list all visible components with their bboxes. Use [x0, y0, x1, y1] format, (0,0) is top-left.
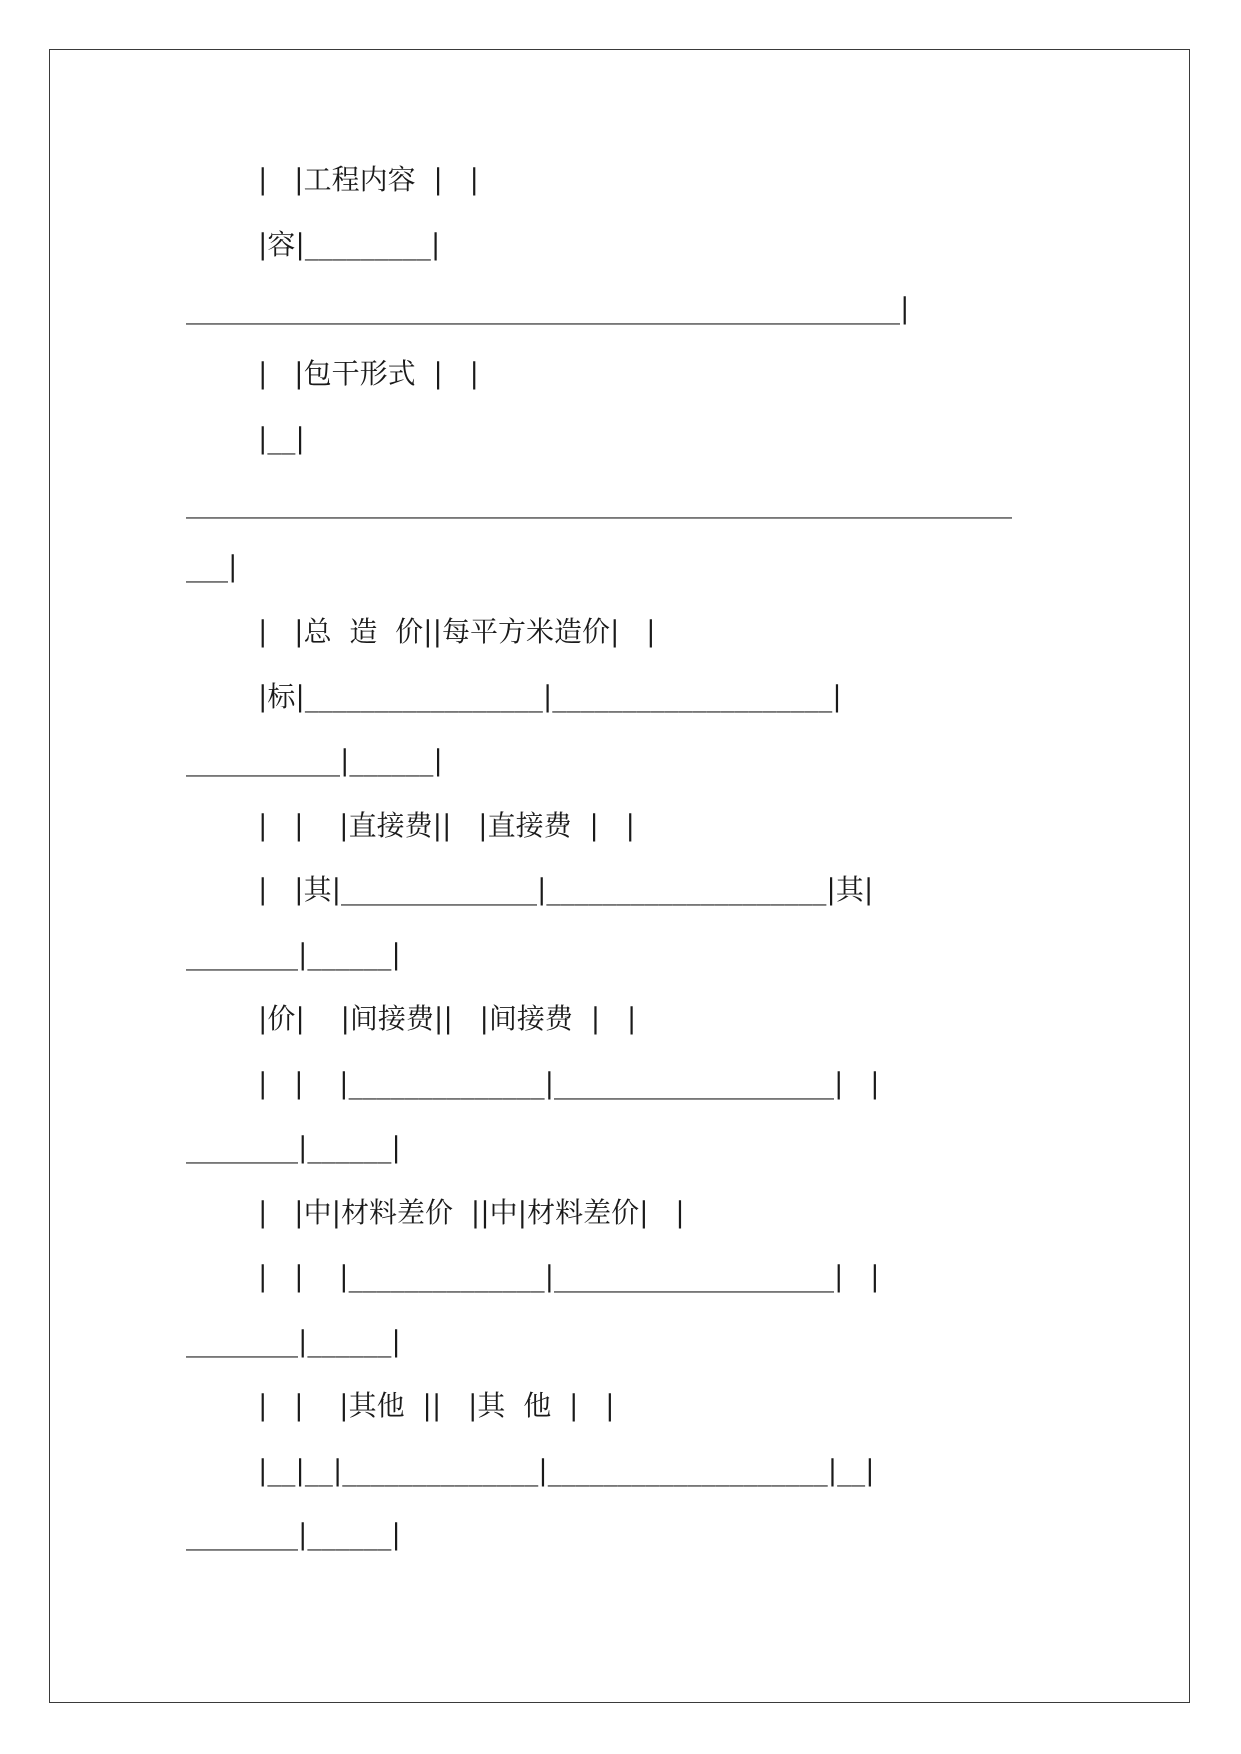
table-row-material-diff-blank: | | |______________|____________________| | — [258, 1260, 880, 1293]
table-row-continuation: ________|______| — [186, 1131, 401, 1164]
table-rule-end: ___| — [186, 550, 238, 583]
table-row-total-cost: | |总 造 价||每平方米造价| | — [258, 615, 656, 648]
table-row-content-header: | |工程内容 | | — [258, 163, 479, 196]
table-row-continuation: ________|______| — [186, 1518, 401, 1551]
table-row-indirect-cost: |价| |间接费|| |间接费 | | — [258, 1002, 637, 1035]
table-row-continuation: ________|______| — [186, 938, 401, 971]
table-row-indirect-cost-blank: | | |______________|____________________| | — [258, 1067, 880, 1100]
table-row-contract-form: | |包干形式 | | — [258, 357, 479, 390]
table-row-other-blank: |__|__|______________|____________________|__| — [258, 1454, 875, 1487]
table-row-contract-form-blank: |__| — [258, 422, 305, 455]
table-rule: ___________________________________________________________ — [186, 486, 1012, 519]
table-row-direct-cost-blank: | |其|______________|____________________|其| — [258, 873, 874, 906]
table-rule: ___________________________________________________| — [186, 292, 910, 325]
table-row-other: | | |其他 || |其 他 | | — [258, 1389, 615, 1422]
table-row-continuation: ________|______| — [186, 1325, 401, 1358]
table-row-bid-blank: |标|_________________|____________________| — [258, 680, 842, 713]
table-row-content-blank: |容|_________| — [258, 228, 441, 261]
table-row-direct-cost: | | |直接费|| |直接费 | | — [258, 809, 635, 842]
table-row-material-diff: | |中|材料差价 ||中|材料差价| | — [258, 1196, 685, 1229]
table-row-continuation: ___________|______| — [186, 744, 443, 777]
